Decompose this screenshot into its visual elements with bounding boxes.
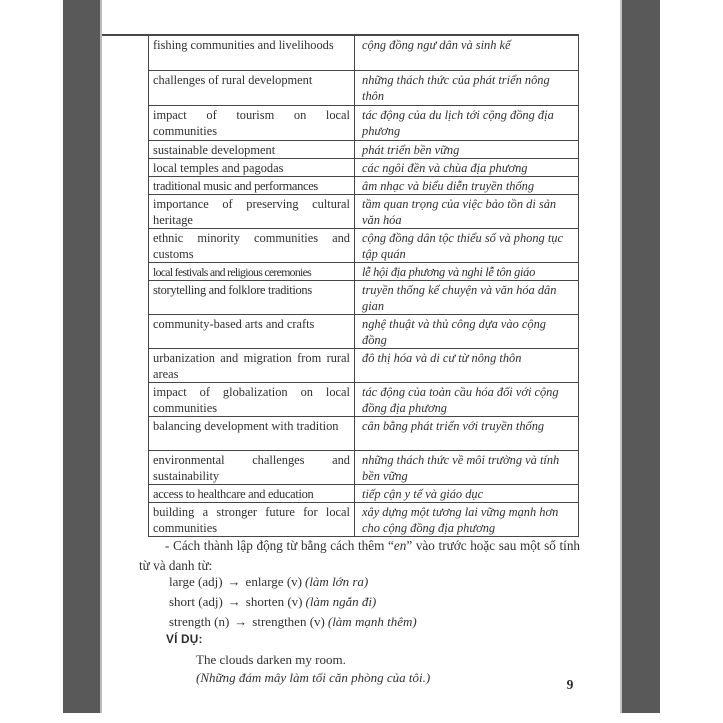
vi-term-cell: tiếp cận y tế và giáo dục xyxy=(355,485,579,503)
grammar-note-en-word: en xyxy=(393,538,407,553)
table-row xyxy=(149,106,579,141)
en-term-cell: local festivals and religious ceremonies xyxy=(149,263,355,281)
en-term-cell: sustainable development xyxy=(149,141,355,159)
grammar-note-part2: ” vào trước hoặc sau một số tính từ và danh từ: xyxy=(139,538,581,573)
vi-term-cell: tác động của toàn cầu hóa đối với cộng đồng địa phương xyxy=(355,383,579,417)
example-source-word: strength (n) xyxy=(169,614,230,629)
vi-term-cell: truyền thống kể chuyện và văn hóa dân gian xyxy=(355,281,579,315)
example-result-word: enlarge (v) xyxy=(245,574,302,589)
example-result-word: shorten (v) xyxy=(245,594,303,609)
en-term-cell: importance of preserving cultural heritage xyxy=(149,195,355,229)
example-sentence: The clouds darken my room. xyxy=(196,652,346,667)
word-formation-example xyxy=(169,612,417,632)
vocabulary-table xyxy=(148,35,579,537)
en-term-cell: traditional music and performances xyxy=(149,177,355,195)
vi-term-cell: những thách thức về môi trường và tính bền vững xyxy=(355,451,579,485)
grammar-note-paragraph xyxy=(139,536,580,575)
table-row xyxy=(149,383,579,417)
vi-term-cell: nghệ thuật và thủ công dựa vào cộng đồng xyxy=(355,315,579,349)
example-source-word: large (adj) xyxy=(169,574,223,589)
vi-term-cell: phát triển bền vững xyxy=(355,141,579,159)
table-row xyxy=(149,229,579,263)
table-row xyxy=(149,485,579,503)
table-row xyxy=(149,451,579,485)
en-term-cell: building a stronger future for local communities xyxy=(149,503,355,537)
desk-background-left xyxy=(63,0,102,713)
vi-term-cell: cộng đồng dân tộc thiểu số và phong tục tập quán xyxy=(355,229,579,263)
table-row xyxy=(149,315,579,349)
en-term-cell: access to healthcare and education xyxy=(149,485,355,503)
table-row xyxy=(149,159,579,177)
right-arrow-icon: → xyxy=(227,574,241,589)
vi-term-cell: xây dựng một tương lai vững mạnh hơn cho cộng đồng địa phương xyxy=(355,503,579,537)
grammar-note-part1: - Cách thành lập động từ bằng cách thêm “ xyxy=(165,538,394,553)
word-formation-example xyxy=(169,572,417,592)
en-term-cell: impact of globalization on local communities xyxy=(149,383,355,417)
table-row xyxy=(149,141,579,159)
table-row xyxy=(149,36,579,71)
vi-term-cell: đô thị hóa và di cư từ nông thôn xyxy=(355,349,579,383)
en-term-cell: balancing development with tradition xyxy=(149,417,355,451)
right-arrow-icon: → xyxy=(227,594,241,609)
vi-term-cell: những thách thức của phát triển nông thôn xyxy=(355,71,579,106)
example-translation: (Những đám mây làm tối căn phòng của tôi.) xyxy=(196,670,431,685)
table-row xyxy=(149,71,579,106)
example-meaning-note: (làm mạnh thêm) xyxy=(327,614,417,629)
example-source-word: short (adj) xyxy=(169,594,223,609)
right-arrow-icon: → xyxy=(234,614,248,629)
en-term-cell: impact of tourism on local communities xyxy=(149,106,355,141)
vi-term-cell: lễ hội địa phương và nghi lễ tôn giáo xyxy=(355,263,579,281)
page-number: 9 xyxy=(566,677,574,692)
en-term-cell: challenges of rural development xyxy=(149,71,355,106)
vi-du-heading: VÍ DỤ: xyxy=(166,632,203,646)
en-term-cell: community-based arts and crafts xyxy=(149,315,355,349)
en-term-cell: storytelling and folklore traditions xyxy=(149,281,355,315)
vi-term-cell: tầm quan trọng của việc bảo tồn di sản văn hóa xyxy=(355,195,579,229)
en-term-cell: local temples and pagodas xyxy=(149,159,355,177)
vi-term-cell: các ngôi đền và chùa địa phương xyxy=(355,159,579,177)
en-term-cell: fishing communities and livelihoods xyxy=(149,36,355,71)
word-formation-example xyxy=(169,592,417,612)
vi-term-cell: cân bằng phát triển với truyền thống xyxy=(355,417,579,451)
en-term-cell: environmental challenges and sustainability xyxy=(149,451,355,485)
vi-term-cell: âm nhạc và biểu diễn truyền thống xyxy=(355,177,579,195)
example-meaning-note: (làm ngắn đi) xyxy=(305,594,377,609)
desk-background-right xyxy=(620,0,660,713)
table-row xyxy=(149,177,579,195)
table-row xyxy=(149,417,579,451)
en-term-cell: urbanization and migration from rural areas xyxy=(149,349,355,383)
word-formation-examples xyxy=(169,572,417,632)
table-row xyxy=(149,263,579,281)
example-meaning-note: (làm lớn ra) xyxy=(304,574,369,589)
vi-term-cell: tác động của du lịch tới cộng đồng địa phương xyxy=(355,106,579,141)
table-row xyxy=(149,195,579,229)
table-row xyxy=(149,281,579,315)
example-result-word: strengthen (v) xyxy=(252,614,325,629)
table-row xyxy=(149,503,579,537)
vi-term-cell: cộng đồng ngư dân và sinh kế xyxy=(355,36,579,71)
table-row xyxy=(149,349,579,383)
en-term-cell: ethnic minority communities and customs xyxy=(149,229,355,263)
